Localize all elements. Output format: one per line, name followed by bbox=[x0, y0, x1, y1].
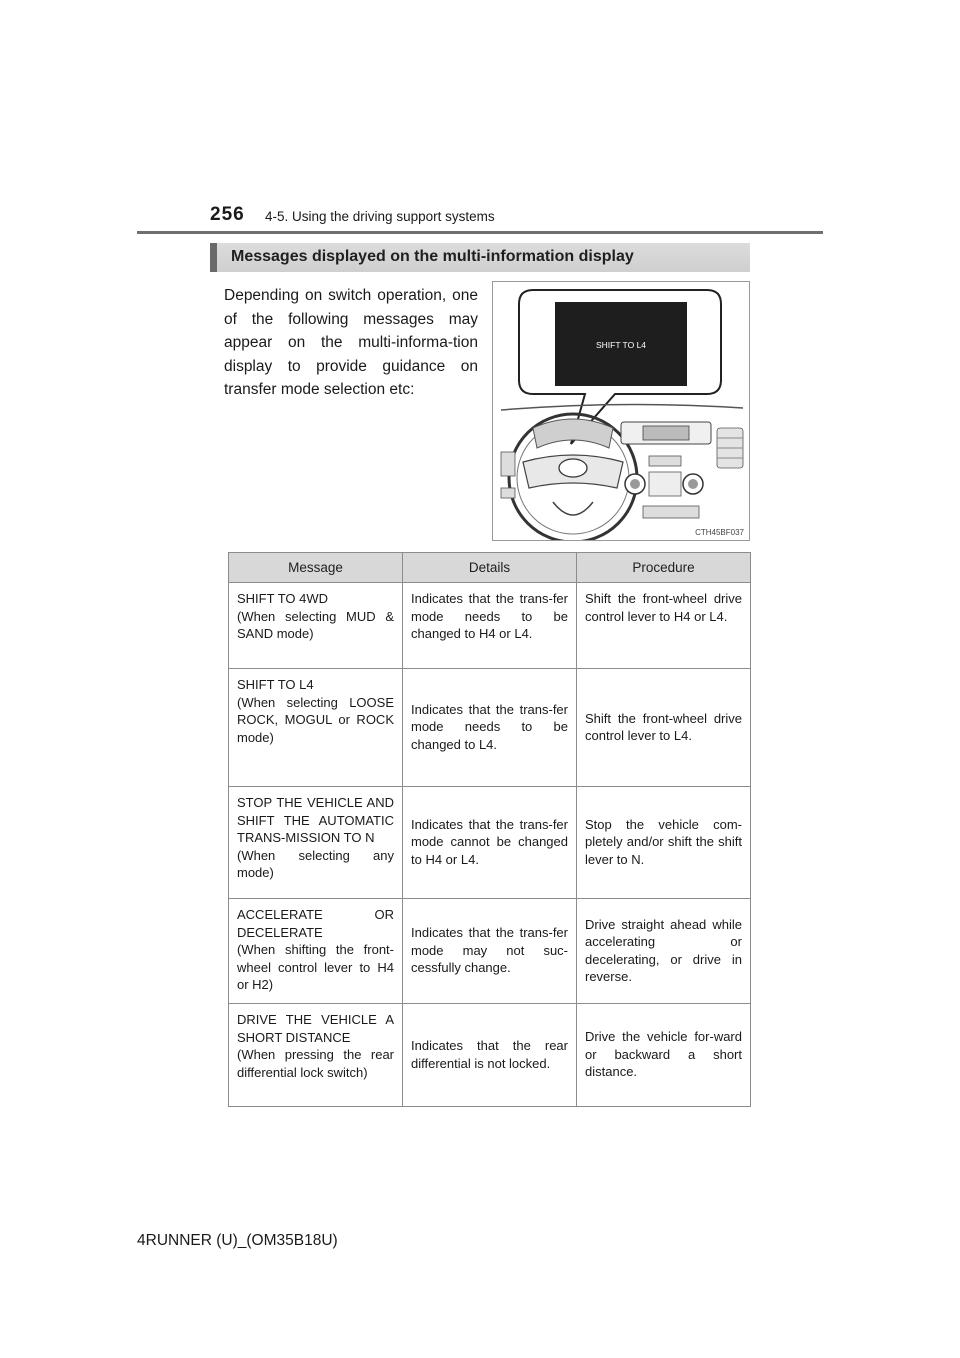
section-title: Messages displayed on the multi-information display bbox=[231, 248, 634, 265]
message-condition: (When shifting the front-wheel control lever to H4 or H2) bbox=[237, 942, 394, 992]
details-cell: Indicates that the trans-fer mode may not suc-cessfully change. bbox=[403, 899, 577, 1004]
details-cell: Indicates that the trans-fer mode needs to be changed to H4 or L4. bbox=[403, 583, 577, 669]
procedure-cell: Drive the vehicle for-ward or backward a short distance. bbox=[577, 1004, 751, 1107]
message-text: SHIFT TO 4WD bbox=[237, 591, 329, 606]
footer-model-code: 4RUNNER (U)_(OM35B18U) bbox=[137, 1232, 338, 1249]
table-row bbox=[229, 669, 751, 787]
message-cell bbox=[229, 1004, 403, 1107]
table-row bbox=[229, 1004, 751, 1107]
header-rule bbox=[137, 231, 823, 234]
message-condition: (When selecting MUD & SAND mode) bbox=[237, 608, 394, 641]
table-row bbox=[229, 787, 751, 899]
procedure-cell: Stop the vehicle com-pletely and/or shift the shift lever to N. bbox=[577, 787, 751, 899]
page-number: 256 bbox=[210, 204, 245, 225]
message-condition: (When pressing the rear differential lock switch) bbox=[237, 1047, 394, 1080]
procedure-cell: Shift the front-wheel drive control lever to L4. bbox=[577, 669, 751, 787]
message-text: ACCELERATE OR DECELERATE bbox=[237, 907, 394, 940]
message-text: DRIVE THE VEHICLE A SHORT DISTANCE bbox=[237, 1012, 394, 1045]
message-cell bbox=[229, 787, 403, 899]
steering-logo bbox=[559, 459, 587, 477]
dashboard-drawing bbox=[493, 282, 749, 540]
section-heading-bar bbox=[210, 243, 750, 272]
details-cell: Indicates that the rear differential is not locked. bbox=[403, 1004, 577, 1107]
intro-paragraph: Depending on switch operation, one of the following messages may appear on the multi-informa-tion display to provide guidance on transfer mode selection etc: bbox=[224, 287, 478, 398]
message-cell bbox=[229, 899, 403, 1004]
messages-table bbox=[228, 552, 751, 1107]
table-row bbox=[229, 583, 751, 669]
column-header-details: Details bbox=[403, 553, 577, 583]
message-cell bbox=[229, 583, 403, 669]
display-message: SHIFT TO L4 bbox=[595, 340, 647, 350]
message-cell bbox=[229, 669, 403, 787]
procedure-cell: Shift the front-wheel drive control lever to H4 or L4. bbox=[577, 583, 751, 669]
table-header-row bbox=[229, 553, 751, 583]
message-condition: (When selecting any mode) bbox=[237, 847, 394, 880]
message-condition: (When selecting LOOSE ROCK, MOGUL or ROCK mode) bbox=[237, 694, 394, 745]
table-row bbox=[229, 899, 751, 1004]
column-header-message: Message bbox=[229, 553, 403, 583]
message-text: STOP THE VEHICLE AND SHIFT THE AUTOMATIC TRANS-MISSION TO N bbox=[237, 795, 394, 845]
message-text: SHIFT TO L4 bbox=[237, 677, 314, 692]
details-cell: Indicates that the trans-fer mode cannot be changed to H4 or L4. bbox=[403, 787, 577, 899]
procedure-cell: Drive straight ahead while accelerating or decelerating, or drive in reverse. bbox=[577, 899, 751, 1004]
figure-code: CTH45BF037 bbox=[695, 528, 744, 537]
details-cell: Indicates that the trans-fer mode needs to be changed to L4. bbox=[403, 669, 577, 787]
dashboard-illustration bbox=[492, 281, 750, 541]
dashboard-edge bbox=[501, 404, 743, 410]
column-header-procedure: Procedure bbox=[577, 553, 751, 583]
chapter-title: 4-5. Using the driving support systems bbox=[265, 209, 495, 224]
